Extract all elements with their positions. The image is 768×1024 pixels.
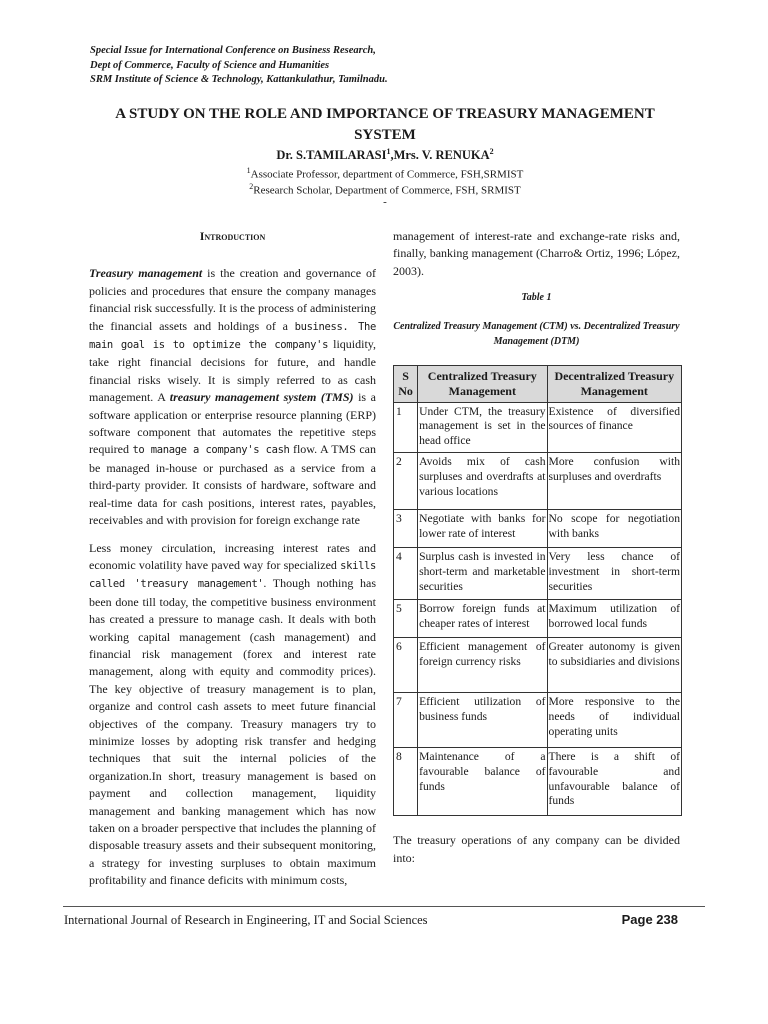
author-list	[90, 147, 680, 163]
author-1: Dr. S.TAMILARASI	[276, 148, 387, 163]
cell-dtm: Existence of diversified sources of finance	[547, 402, 681, 453]
author-2-affil-marker: 2	[489, 147, 494, 156]
table-row	[394, 548, 682, 600]
cell-no: 3	[394, 510, 418, 548]
after-table-paragraph: The treasury operations of any company can be divided into:	[393, 833, 680, 865]
cell-ctm: Under CTM, the treasury management is set in the head office	[418, 402, 547, 453]
table-row	[394, 402, 682, 453]
cell-ctm: Efficient utilization of business funds	[418, 693, 547, 748]
header-s-no: S No	[394, 365, 418, 402]
cell-no: 2	[394, 453, 418, 510]
left-column	[89, 228, 376, 900]
title-line-1: A STUDY ON THE ROLE AND IMPORTANCE OF TREASURY MANAGEMENT	[115, 106, 655, 122]
intro-paragraph-1	[89, 265, 376, 529]
cell-ctm: Efficient management of foreign currency risks	[418, 638, 547, 693]
term-treasury-management: Treasury management	[89, 266, 203, 281]
cell-no: 8	[394, 748, 418, 816]
paper-title	[90, 104, 680, 146]
conference-header	[90, 44, 650, 88]
intro-paragraph-2	[89, 540, 376, 890]
section-heading-introduction: Introduction	[199, 229, 266, 243]
paragraph-text: liquidity, take right financial decisions for future, and handle financial risks wisely. It is simply referred to as cash management. A	[89, 337, 377, 405]
cell-dtm: Greater autonomy is given to subsidiaries and divisions	[547, 638, 681, 693]
paragraph-text: Less money circulation, increasing interest rates and economic volatility have paved way for specialized	[89, 540, 376, 572]
table-row	[394, 693, 682, 748]
affiliation-dash: -	[383, 196, 387, 208]
cell-no: 5	[394, 600, 418, 638]
table-row	[394, 748, 682, 816]
footer-page-number: Page 238	[621, 912, 678, 927]
cell-ctm: Avoids mix of cash surpluses and overdrafts at various locations	[418, 453, 547, 510]
table-row	[394, 600, 682, 638]
affiliation-text: Associate Professor, department of Commerce, FSH,SRMIST	[250, 168, 524, 181]
paragraph-text: . Though nothing has been done till today, the competitive business environment has created a pressure to manage cash. It deals with both working capital management (cash management) and financial risk management (forex and interest rate management, along with equity and commodity prices). The key objective of treasury management is to plan, organize and control cash assets to meet future financial objectives of the company. Treasury managers try to minimize losses by adopting risk transfer and hedging techniques that suit the internal policies of the organization.In short, treasury management is based on payment and collection management, liquidity management and banking management which has now taken on a broader perspective that includes the planning of disposable treasury assets and their subsequent monitoring, a strategy for investing surpluses to obtain maximum profitability and finance deficits with minimum costs,	[89, 576, 376, 888]
comparison-table	[393, 365, 682, 817]
paragraph-text: flow. A TMS can be managed in-house or purchased as a service from a third-party provider. It consists of hardware, software and real-time data for cash positions, interest rates, payables, receivables and with provision for foreign exchange rate	[89, 442, 376, 528]
paragraph-text: is the creation and governance of policies and procedures that ensure the company manages financial risk successfully. It is the process of administering the financial assets and holdings of a	[89, 266, 376, 333]
cell-no: 6	[394, 638, 418, 693]
cell-no: 1	[394, 402, 418, 453]
author-separator: ,	[390, 148, 394, 163]
table-row	[394, 510, 682, 548]
cell-ctm: Negotiate with banks for lower rate of interest	[418, 510, 547, 548]
cell-dtm: There is a shift of favourable and unfavourable balance of funds	[547, 748, 681, 816]
author-2: Mrs. V. RENUKA	[393, 148, 490, 163]
cell-dtm: More responsive to the needs of individual operating units	[547, 693, 681, 748]
continuation-paragraph: management of interest-rate and exchange-rate risks and, finally, banking management (Charro& Ortiz, 1996; López, 2003).	[393, 229, 680, 278]
right-column	[393, 228, 680, 867]
affiliation-marker: 2	[249, 182, 254, 191]
cell-ctm: Borrow foreign funds at cheaper rates of interest	[418, 600, 547, 638]
cell-dtm: Maximum utilization of borrowed local funds	[547, 600, 681, 638]
table-header-row	[394, 365, 682, 402]
paragraph-text-mono: to manage a company's cash	[132, 444, 290, 457]
header-ctm: Centralized Treasury Management	[418, 365, 547, 402]
cell-dtm: No scope for negotiation with banks	[547, 510, 681, 548]
term-tms: treasury management system (TMS)	[169, 390, 354, 405]
paragraph-text: is a software application or enterprise resource planning (ERP) software component that automates the repetitive steps required	[89, 390, 376, 457]
table-row	[394, 453, 682, 510]
header-line: Dept of Commerce, Faculty of Science and Humanities	[90, 59, 330, 71]
table-caption: Centralized Treasury Management (CTM) vs. Decentralized Treasury Management (DTM)	[393, 320, 680, 347]
paragraph-text-mono: skills called 'treasury management'	[89, 559, 376, 591]
header-line: Special Issue for International Conference on Business Research,	[90, 45, 376, 56]
cell-no: 4	[394, 548, 418, 600]
paragraph-text-mono: business. The main goal is to optimize the company's	[89, 320, 376, 352]
title-line-2: SYSTEM	[354, 127, 416, 143]
affiliation-marker: 1	[246, 166, 251, 175]
cell-dtm: More confusion with surpluses and overdrafts	[547, 453, 681, 510]
cell-ctm: Maintenance of a favourable balance of funds	[418, 748, 547, 816]
footer-divider	[63, 906, 705, 907]
header-line: SRM Institute of Science & Technology, Kattankulathur, Tamilnadu.	[90, 74, 388, 85]
affiliation-2	[90, 182, 680, 197]
footer-journal-name: International Journal of Research in Engineering, IT and Social Sciences	[64, 913, 428, 927]
author-1-affil-marker: 1	[386, 147, 391, 156]
table-title: Table 1	[521, 292, 552, 304]
cell-ctm: Surplus cash is invested in short-term and marketable securities	[418, 548, 547, 600]
header-dtm: Decentralized Treasury Management	[547, 365, 681, 402]
affiliation-1	[90, 166, 680, 181]
cell-no: 7	[394, 693, 418, 748]
cell-dtm: Very less chance of investment in short-term securities	[547, 548, 681, 600]
table-row	[394, 638, 682, 693]
affiliation-text: Research Scholar, Department of Commerce, FSH, SRMIST	[253, 184, 521, 197]
